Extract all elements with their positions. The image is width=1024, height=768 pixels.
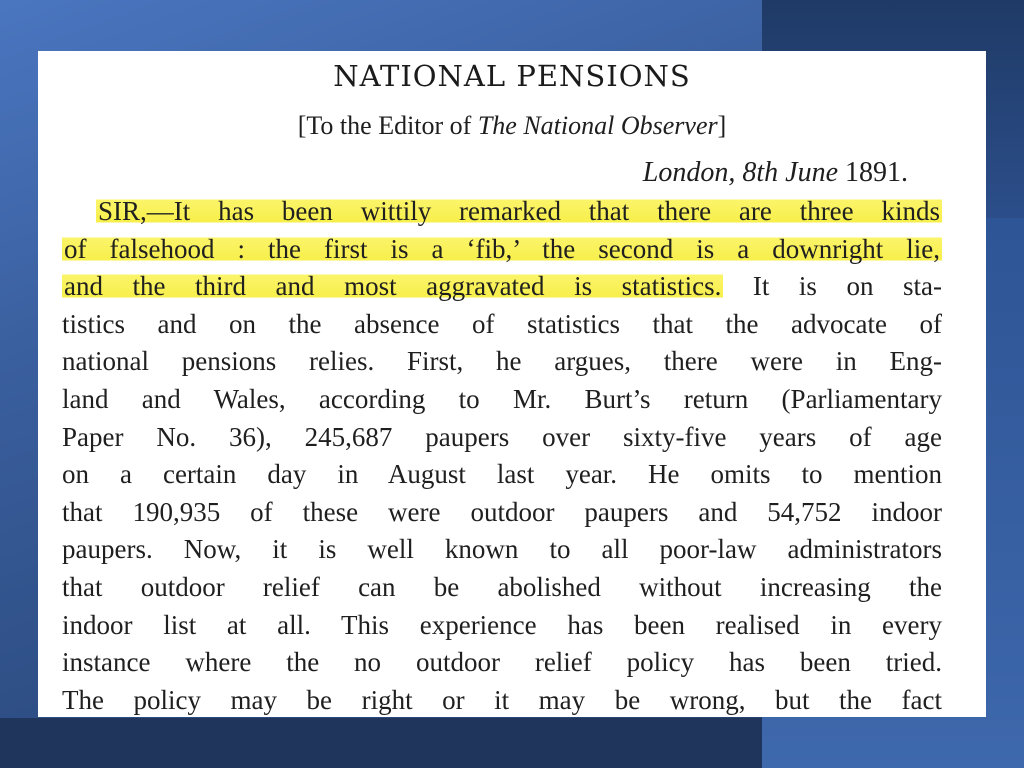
line-text: It is on sta- bbox=[723, 271, 942, 302]
text-line bbox=[62, 268, 942, 306]
line-text: on a certain day in August last year. He omits to mention bbox=[62, 459, 942, 490]
text-line bbox=[62, 569, 942, 607]
line-text: instance where the no outdoor relief policy has been tried. bbox=[62, 647, 942, 678]
newspaper-clipping bbox=[38, 51, 986, 717]
text-line bbox=[62, 531, 942, 569]
line-text: national pensions relies. First, he argues, there were in Eng- bbox=[62, 346, 942, 377]
line-text: indoor list at all. This experience has been realised in every bbox=[62, 609, 942, 640]
highlighted-text: of falsehood : the first is a ‘fib,’ the second is a downright lie, bbox=[64, 233, 940, 264]
line-text: The policy may be right or it may be wrong, but the fact bbox=[62, 684, 942, 715]
highlighted-text: SIR,—It has been wittily remarked that there are three kinds bbox=[98, 196, 940, 226]
highlighted-text: and the third and most aggravated is statistics. bbox=[64, 271, 722, 302]
editor-suffix: ] bbox=[717, 111, 727, 140]
text-line bbox=[62, 381, 942, 419]
line-text: tistics and on the absence of statistics that the advocate of bbox=[62, 308, 942, 339]
line-text: that 190,935 of these were outdoor paupers and 54,752 indoor bbox=[62, 496, 942, 527]
text-line bbox=[62, 306, 942, 344]
text-line bbox=[62, 644, 942, 682]
publication-name: The National Observer bbox=[477, 111, 718, 140]
text-line bbox=[62, 419, 942, 457]
editor-prefix: [To the Editor of bbox=[297, 111, 478, 140]
line-text: Paper No. 36), 245,687 paupers over sixty-five years of age bbox=[62, 421, 942, 452]
slide-background-bottom bbox=[0, 718, 762, 768]
dateline-year: 1891. bbox=[845, 157, 908, 188]
dateline-place: London, bbox=[642, 157, 736, 188]
text-line bbox=[62, 456, 942, 494]
dateline bbox=[643, 157, 908, 189]
line-text: that outdoor relief can be abolished without increasing the bbox=[62, 571, 942, 602]
text-line bbox=[62, 193, 942, 231]
text-line bbox=[62, 343, 942, 381]
dateline-date: 8th June bbox=[742, 157, 838, 188]
editor-line bbox=[38, 111, 986, 141]
text-line bbox=[62, 682, 942, 717]
line-text: land and Wales, according to Mr. Burt’s return (Parliamentary bbox=[62, 383, 942, 414]
text-line bbox=[62, 607, 942, 645]
article-title: NATIONAL PENSIONS bbox=[333, 59, 691, 93]
text-line bbox=[62, 494, 942, 532]
article-body bbox=[62, 193, 942, 717]
line-text: paupers. Now, it is well known to all poor-law administrators bbox=[62, 534, 942, 565]
text-line bbox=[62, 231, 942, 269]
